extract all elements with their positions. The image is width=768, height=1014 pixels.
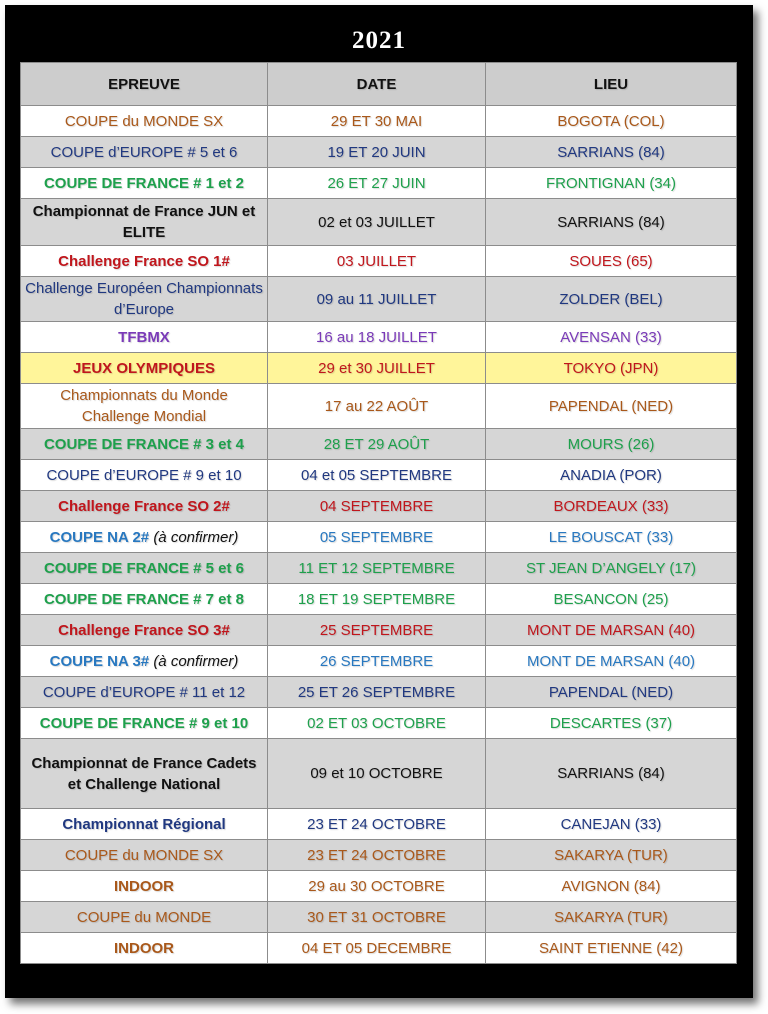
event-cell [21, 168, 268, 199]
date-cell: 25 SEPTEMBRE [268, 615, 486, 646]
event-name: COUPE DE FRANCE # 7 et 8 [43, 590, 245, 608]
event-cell [21, 137, 268, 168]
date-cell: 09 au 11 JUILLET [268, 277, 486, 322]
header-event: EPREUVE [21, 63, 268, 106]
date-cell: 02 ET 03 OCTOBRE [268, 708, 486, 739]
table-row [21, 137, 737, 168]
event-cell [21, 522, 268, 553]
place-cell: PAPENDAL (NED) [486, 384, 737, 429]
event-name: COUPE DE FRANCE # 9 et 10 [39, 714, 249, 732]
place-cell: SOUES (65) [486, 246, 737, 277]
event-cell [21, 322, 268, 353]
date-cell: 19 ET 20 JUIN [268, 137, 486, 168]
event-cell [21, 677, 268, 708]
event-name: COUPE DE FRANCE # 5 et 6 [43, 559, 245, 577]
event-name: Challenge France SO 2# [58, 497, 230, 515]
event-cell [21, 933, 268, 964]
date-cell: 04 SEPTEMBRE [268, 491, 486, 522]
date-cell: 05 SEPTEMBRE [268, 522, 486, 553]
date-cell: 29 au 30 OCTOBRE [268, 871, 486, 902]
date-cell: 30 ET 31 OCTOBRE [268, 902, 486, 933]
table-row [21, 246, 737, 277]
place-cell: MONT DE MARSAN (40) [486, 615, 737, 646]
table-row [21, 677, 737, 708]
place-cell: SAKARYA (TUR) [486, 840, 737, 871]
event-name: COUPE du MONDE SX [64, 112, 224, 130]
event-name: TFBMX [118, 328, 170, 346]
event-name: COUPE DE FRANCE # 1 et 2 [43, 174, 245, 192]
event-name: COUPE du MONDE SX [64, 846, 224, 864]
place-cell: SAINT ETIENNE (42) [486, 933, 737, 964]
event-cell [21, 106, 268, 137]
event-name: COUPE NA 3# [49, 652, 150, 670]
date-cell: 29 ET 30 MAI [268, 106, 486, 137]
date-cell: 18 ET 19 SEPTEMBRE [268, 584, 486, 615]
date-cell: 23 ET 24 OCTOBRE [268, 840, 486, 871]
place-cell: AVIGNON (84) [486, 871, 737, 902]
event-name: JEUX OLYMPIQUES [73, 359, 215, 377]
date-cell: 28 ET 29 AOÛT [268, 429, 486, 460]
event-name: INDOOR [114, 939, 174, 957]
header-place: LIEU [486, 63, 737, 106]
header-date: DATE [268, 63, 486, 106]
event-cell [21, 615, 268, 646]
event-cell [21, 384, 268, 429]
table-row [21, 809, 737, 840]
calendar-frame [5, 5, 753, 998]
table-row [21, 199, 737, 246]
table-row [21, 429, 737, 460]
schedule-body [21, 106, 737, 964]
date-cell: 02 et 03 JUILLET [268, 199, 486, 246]
place-cell: BOGOTA (COL) [486, 106, 737, 137]
event-name: Championnats du Monde Challenge Mondial [60, 387, 228, 425]
place-cell: PAPENDAL (NED) [486, 677, 737, 708]
date-cell: 16 au 18 JUILLET [268, 322, 486, 353]
place-cell: AVENSAN (33) [486, 322, 737, 353]
event-cell [21, 277, 268, 322]
event-cell [21, 584, 268, 615]
place-cell: SAKARYA (TUR) [486, 902, 737, 933]
table-row [21, 522, 737, 553]
event-name: COUPE NA 2# [49, 528, 150, 546]
date-cell: 23 ET 24 OCTOBRE [268, 809, 486, 840]
event-cell [21, 840, 268, 871]
event-cell [21, 491, 268, 522]
table-row [21, 840, 737, 871]
event-cell [21, 902, 268, 933]
table-row [21, 871, 737, 902]
table-row [21, 933, 737, 964]
place-cell: FRONTIGNAN (34) [486, 168, 737, 199]
place-cell: MONT DE MARSAN (40) [486, 646, 737, 677]
table-row [21, 322, 737, 353]
place-cell: MOURS (26) [486, 429, 737, 460]
date-cell: 03 JUILLET [268, 246, 486, 277]
table-row [21, 553, 737, 584]
event-name: Challenge France SO 1# [58, 252, 230, 270]
event-name: Championnat de France Cadets et Challenge National [31, 754, 257, 793]
event-name: Challenge France SO 3# [58, 621, 230, 639]
place-cell: TOKYO (JPN) [486, 353, 737, 384]
table-row [21, 491, 737, 522]
place-cell: LE BOUSCAT (33) [486, 522, 737, 553]
event-cell [21, 708, 268, 739]
place-cell: SARRIANS (84) [486, 137, 737, 168]
event-name: COUPE du MONDE [76, 908, 212, 926]
event-cell [21, 739, 268, 809]
place-cell: ST JEAN D’ANGELY (17) [486, 553, 737, 584]
event-name: Challenge Européen Championnats d’Europe [25, 280, 263, 318]
place-cell: ZOLDER (BEL) [486, 277, 737, 322]
table-row [21, 708, 737, 739]
place-cell: BESANCON (25) [486, 584, 737, 615]
place-cell: BORDEAUX (33) [486, 491, 737, 522]
event-name: COUPE d’EUROPE # 9 et 10 [46, 466, 242, 484]
event-cell [21, 646, 268, 677]
place-cell: SARRIANS (84) [486, 739, 737, 809]
table-row [21, 460, 737, 491]
table-row [21, 739, 737, 809]
event-note: (à confirmer) [153, 528, 239, 546]
event-cell [21, 553, 268, 584]
date-cell: 04 ET 05 DECEMBRE [268, 933, 486, 964]
table-row [21, 646, 737, 677]
event-cell [21, 353, 268, 384]
event-name: COUPE d’EUROPE # 11 et 12 [42, 683, 246, 701]
table-row [21, 902, 737, 933]
table-row [21, 584, 737, 615]
event-cell [21, 429, 268, 460]
table-row [21, 277, 737, 322]
date-cell: 11 ET 12 SEPTEMBRE [268, 553, 486, 584]
event-name: COUPE d’EUROPE # 5 et 6 [50, 143, 238, 161]
table-row [21, 384, 737, 429]
place-cell: SARRIANS (84) [486, 199, 737, 246]
event-cell [21, 460, 268, 491]
event-name: Championnat de France JUN et ELITE [32, 203, 256, 241]
place-cell: CANEJAN (33) [486, 809, 737, 840]
event-name: INDOOR [114, 877, 174, 895]
date-cell: 26 SEPTEMBRE [268, 646, 486, 677]
event-note: (à confirmer) [153, 652, 239, 670]
place-cell: ANADIA (POR) [486, 460, 737, 491]
date-cell: 17 au 22 AOÛT [268, 384, 486, 429]
table-row [21, 615, 737, 646]
event-cell [21, 871, 268, 902]
event-name: Championnat Régional [62, 815, 226, 833]
place-cell: DESCARTES (37) [486, 708, 737, 739]
date-cell: 29 et 30 JUILLET [268, 353, 486, 384]
table-row [21, 168, 737, 199]
table-row [21, 106, 737, 137]
date-cell: 04 et 05 SEPTEMBRE [268, 460, 486, 491]
schedule-table [20, 62, 737, 964]
header-row [21, 63, 737, 106]
date-cell: 09 et 10 OCTOBRE [268, 739, 486, 809]
date-cell: 25 ET 26 SEPTEMBRE [268, 677, 486, 708]
event-cell [21, 199, 268, 246]
event-cell [21, 809, 268, 840]
event-name: COUPE DE FRANCE # 3 et 4 [43, 435, 245, 453]
table-row [21, 353, 737, 384]
year-title: 2021 [352, 27, 406, 54]
date-cell: 26 ET 27 JUIN [268, 168, 486, 199]
event-cell [21, 246, 268, 277]
